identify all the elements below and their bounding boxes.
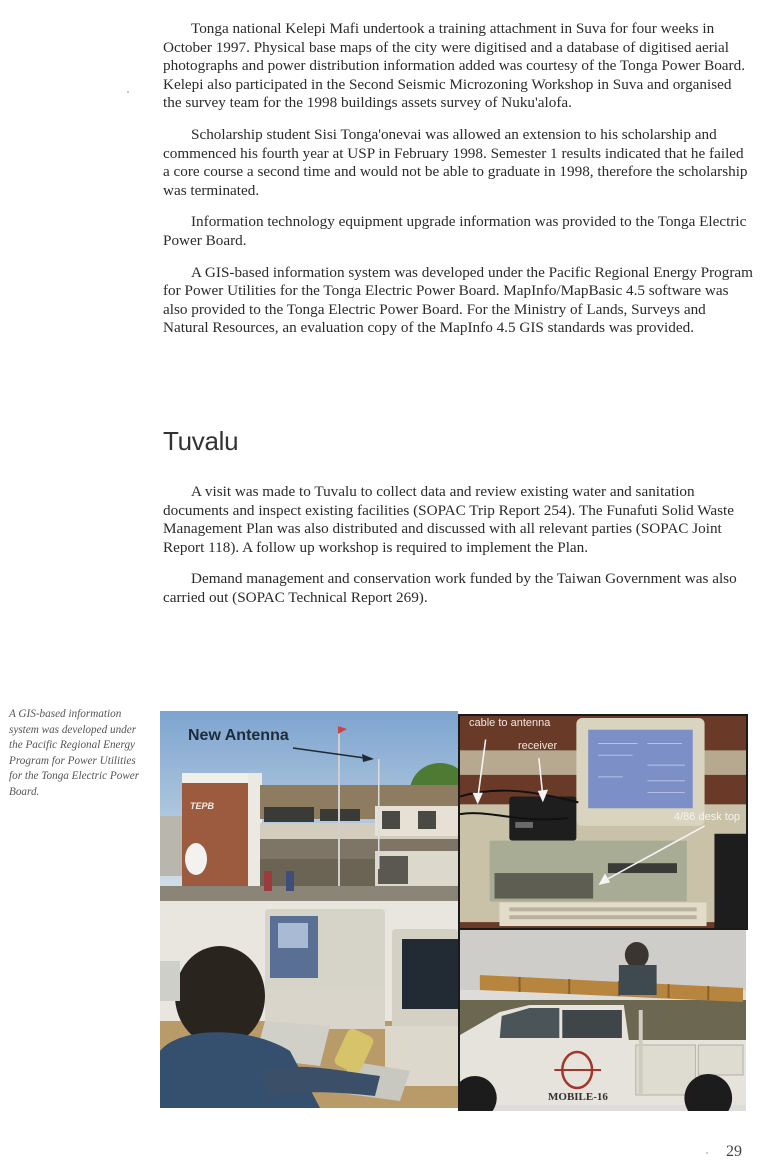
photo-label-receiver: receiver bbox=[518, 740, 558, 752]
paragraph: Information technology equipment upgrade information was provided to the Tonga Electric Power Board. bbox=[163, 213, 747, 249]
photo-label-new-antenna: New Antenna bbox=[188, 727, 289, 744]
photo-operator bbox=[160, 901, 458, 1108]
paragraph: Tonga national Kelepi Mafi undertook a training attachment in Suva for four weeks in October 1997. Physical base maps of the city were digitised and a database of digitised aerial photographs and power distribution information added was courtesy of the Tonga Power Board. Kelepi also participated in the Second Seismic Microzoning Workshop in Suva and organised the survey team for the 1998 buildings assets survey of Nuku'alofa. bbox=[163, 20, 745, 112]
paragraph: Demand management and conservation work funded by the Taiwan Government was also carried out (SOPAC Technical Report 269). bbox=[163, 570, 737, 606]
section-heading-tuvalu: Tuvalu bbox=[163, 426, 239, 456]
paragraph: A GIS-based information system was developed under the Pacific Regional Energy Program for Power Utilities for the Tonga Electric Power Board. MapInfo/MapBasic 4.5 software was also provided to the Tonga Electric Power Board. For the Ministry of Lands, Surveys and Natural Resources, an evaluation copy of the MapInfo 4.5 GIS standards was provided. bbox=[163, 263, 753, 337]
scan-speck bbox=[127, 91, 129, 93]
photo-building bbox=[160, 711, 458, 901]
photo-label-desk-top: 4/86 desk top bbox=[674, 811, 741, 823]
building-sign: TEPB bbox=[190, 801, 215, 811]
scan-speck bbox=[706, 1152, 708, 1154]
page-number: 29 bbox=[726, 1143, 742, 1160]
paragraph: Scholarship student Sisi Tonga'onevai was allowed an extension to his scholarship and commenced his fourth year at USP in February 1998. Semester 1 results indicated that he failed a core course a second time and would not be able to graduate in 1998, therefore the scholarship was terminated. bbox=[163, 125, 748, 199]
photo-truck bbox=[458, 930, 746, 1111]
operator-illustration bbox=[160, 901, 458, 1108]
photo-label-cable-to-antenna: cable to antenna bbox=[469, 717, 551, 729]
truck-label: MOBILE-16 bbox=[548, 1091, 608, 1103]
photo-equipment bbox=[458, 714, 748, 930]
figure-caption: A GIS-based information system was developed under the Pacific Regional Energy Program for Power Utilities for the Tonga Electric Power Board. bbox=[9, 708, 140, 798]
tonga-section bbox=[163, 20, 753, 351]
paragraph: A visit was made to Tuvalu to collect data and review existing water and sanitation documents and inspect existing facilities (SOPAC Trip Report 254). The Funafuti Solid Waste Management Plan was also distributed and discussed with all relevant parties (SOPAC Joint Report 118). A follow up workshop is required to implement the Plan. bbox=[163, 483, 734, 556]
tuvalu-section bbox=[163, 483, 753, 621]
truck-illustration bbox=[460, 930, 746, 1111]
